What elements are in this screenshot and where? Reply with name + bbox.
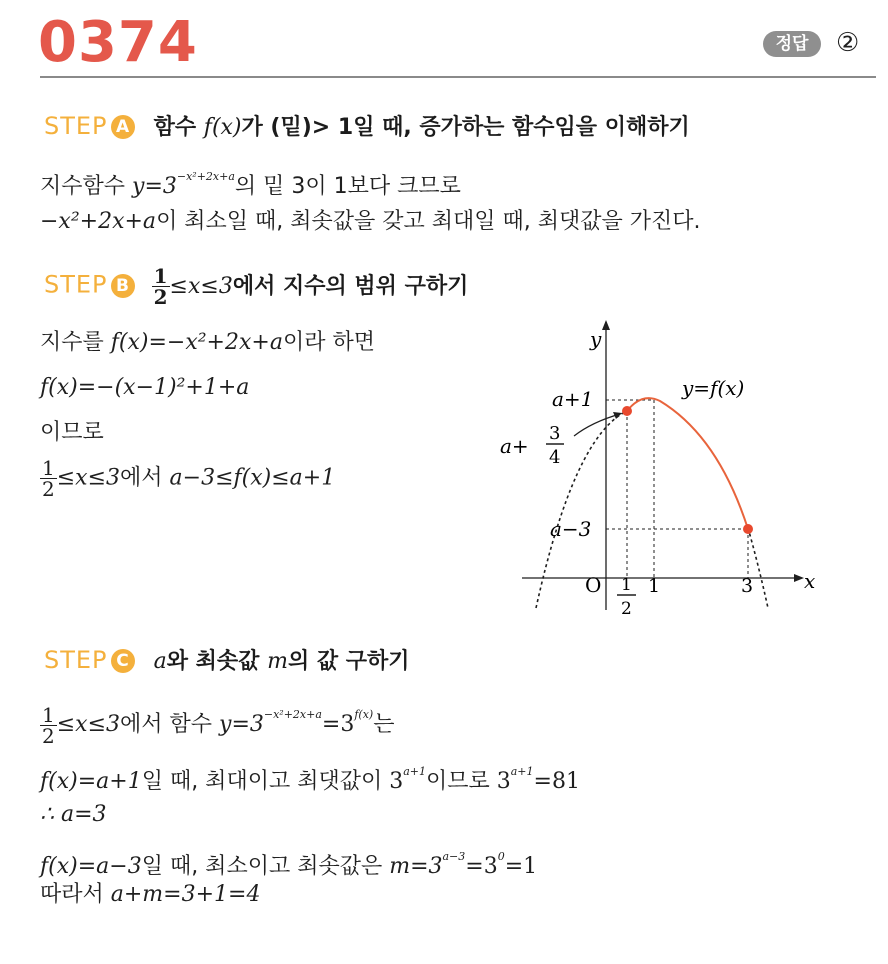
x-axis-label: x — [804, 569, 816, 593]
point-x-half — [622, 406, 632, 416]
step-b-line-1: 지수를 f(x)=−x²+2x+a이라 하면 — [40, 330, 375, 355]
curve-solid — [627, 398, 748, 529]
label-arrow — [574, 414, 620, 436]
step-c-title: a와 최솟값 m의 값 구하기 — [153, 649, 410, 674]
step-b-line-2: f(x)=−(x−1)²+1+a — [40, 375, 250, 400]
step-b-line-4: $\frac{1}{2}$ ≤x≤3에서 a−3≤f(x)≤a+1 — [42, 456, 336, 501]
step-a-heading — [44, 111, 690, 143]
label-three-quarters-den: 4 — [549, 447, 561, 468]
label-a-minus-3: a−3 — [550, 517, 592, 541]
y-axis-arrow — [602, 320, 610, 330]
y-axis-label: y — [590, 327, 602, 351]
step-c-line-2: f(x)=a+1일 때, 최대이고 최댓값이 $3^{a+1}$이므로 $3^{a+1}=81$ — [40, 765, 580, 794]
step-b-line-3: 이므로 — [40, 420, 104, 445]
problem-number: 0374 — [38, 10, 198, 75]
step-b-badge: B — [111, 274, 135, 298]
answer-badge: 정답 — [763, 31, 821, 57]
step-a-badge: A — [111, 115, 135, 139]
label-a-plus-1: a+1 — [552, 387, 594, 411]
tick-three: 3 — [741, 575, 754, 597]
step-c-line-4: f(x)=a−3일 때, 최소이고 최솟값은 $m=3^{a-3}=3^0=1$ — [40, 850, 538, 879]
label-three-quarters-num: 3 — [549, 423, 561, 444]
step-c-badge: C — [111, 649, 135, 673]
curve-label: y=f(x) — [682, 376, 745, 400]
parabola-graph — [492, 318, 832, 628]
step-b-title: $\frac{1}{2}$ ≤x≤3에서 지수의 범위 구하기 — [153, 264, 469, 309]
x-axis-arrow — [794, 574, 804, 582]
tick-one: 1 — [648, 575, 661, 597]
step-label: STEP — [44, 270, 108, 299]
point-x-3 — [743, 524, 753, 534]
tick-half-den: 2 — [621, 599, 632, 619]
origin-label: O — [585, 573, 602, 597]
step-a-line-1: 지수함수 $y=3^{-x^2+2x+a}$의 밑 3이 1보다 크므로 — [40, 170, 461, 199]
step-c-line-1: $\frac{1}{2}$ ≤x≤3에서 함수 $y=3^{-x^2+2x+a}=3^{f(x)}$는 — [42, 702, 395, 748]
step-c-heading — [44, 645, 410, 677]
step-c-line-5: 따라서 a+m=3+1=4 — [40, 882, 261, 907]
header-divider — [40, 76, 876, 78]
tick-half-num: 1 — [621, 575, 632, 595]
step-a-title: 함수 f(x)가 (밑)> 1일 때, 증가하는 함수임을 이해하기 — [153, 115, 690, 140]
step-c-line-3: ∴ a=3 — [40, 802, 107, 827]
step-label: STEP — [44, 646, 108, 674]
step-b-heading — [44, 266, 468, 307]
label-a-plus: a+ — [500, 434, 529, 458]
step-a-line-2: −x²+2x+a이 최소일 때, 최솟값을 갖고 최대일 때, 최댓값을 가진다. — [40, 209, 701, 234]
step-label: STEP — [44, 112, 108, 140]
answer-value: ② — [836, 28, 860, 58]
